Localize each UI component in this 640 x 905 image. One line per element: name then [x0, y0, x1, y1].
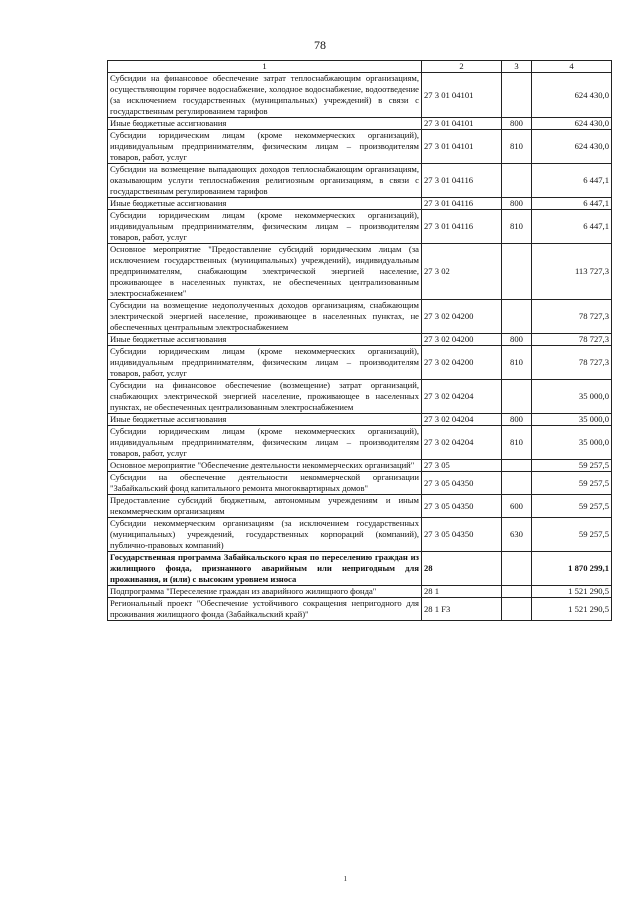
row-vr-cell	[502, 380, 532, 414]
table-row	[108, 73, 612, 118]
row-amount-cell: 6 447,1	[532, 210, 612, 244]
row-vr-cell: 800	[502, 118, 532, 130]
row-code-cell: 28	[422, 552, 502, 586]
page-number: 78	[314, 38, 326, 52]
row-amount-cell: 1 521 290,5	[532, 598, 612, 621]
row-code-cell: 27 3 01 04101	[422, 73, 502, 118]
row-vr-cell	[502, 552, 532, 586]
row-name-cell: Субсидии на финансовое обеспечение (возмещение) затрат организаций, снабжающих электрической энергией население, проживающее в населенных пунктах, не обеспеченных централизованным электроснабжением	[108, 380, 422, 414]
table-row	[108, 118, 612, 130]
table-row	[108, 460, 612, 472]
header-col-name: 1	[108, 61, 422, 73]
row-code-cell: 28 1	[422, 586, 502, 598]
row-vr-cell: 800	[502, 198, 532, 210]
row-amount-cell: 35 000,0	[532, 380, 612, 414]
row-name-cell: Основное мероприятие "Обеспечение деятельности некоммерческих организаций"	[108, 460, 422, 472]
row-amount-cell: 78 727,3	[532, 346, 612, 380]
row-amount-cell: 59 257,5	[532, 460, 612, 472]
row-code-cell: 27 3 02	[422, 244, 502, 300]
row-code-cell: 27 3 05	[422, 460, 502, 472]
row-vr-cell: 800	[502, 334, 532, 346]
table-row	[108, 198, 612, 210]
budget-table	[107, 60, 612, 621]
row-code-cell: 27 3 02 04204	[422, 380, 502, 414]
row-name-cell: Субсидии на возмещение недополученных доходов организациям, снабжающим электрической энергией население, проживающее в населенных пунктах, не обеспеченных центральным электроснабжением	[108, 300, 422, 334]
table-body	[108, 73, 612, 621]
row-amount-cell: 624 430,0	[532, 118, 612, 130]
row-amount-cell: 35 000,0	[532, 414, 612, 426]
row-name-cell: Иные бюджетные ассигнования	[108, 198, 422, 210]
row-code-cell: 27 3 01 04101	[422, 118, 502, 130]
row-name-cell: Субсидии на возмещение выпадающих доходов теплоснабжающим организациям, оказывающим услуги теплоснабжения религиозным организациям, в связи с государственным регулированием тарифов	[108, 164, 422, 198]
row-amount-cell: 6 447,1	[532, 164, 612, 198]
table-row	[108, 210, 612, 244]
row-vr-cell: 600	[502, 495, 532, 518]
row-amount-cell: 113 727,3	[532, 244, 612, 300]
row-name-cell: Иные бюджетные ассигнования	[108, 334, 422, 346]
row-code-cell: 27 3 02 04204	[422, 414, 502, 426]
row-name-cell: Субсидии юридическим лицам (кроме некоммерческих организаций), индивидуальным предпринимателям, физическим лицам – производителям товаров, работ, услуг	[108, 130, 422, 164]
row-amount-cell: 624 430,0	[532, 130, 612, 164]
row-amount-cell: 1 521 290,5	[532, 586, 612, 598]
table-row	[108, 495, 612, 518]
row-code-cell: 28 1 F3	[422, 598, 502, 621]
row-name-cell: Иные бюджетные ассигнования	[108, 414, 422, 426]
row-vr-cell: 800	[502, 414, 532, 426]
row-name-cell: Субсидии юридическим лицам (кроме некоммерческих организаций), индивидуальным предпринимателям, физическим лицам – производителям товаров, работ, услуг	[108, 346, 422, 380]
row-name-cell: Подпрограмма "Переселение граждан из аварийного жилищного фонда"	[108, 586, 422, 598]
row-amount-cell: 35 000,0	[532, 426, 612, 460]
footer-mark: ı	[344, 873, 347, 884]
row-code-cell: 27 3 02 04204	[422, 426, 502, 460]
row-name-cell: Основное мероприятие "Предоставление субсидий юридическим лицам (за исключением государственных (муниципальных) учреждений), индивидуальным предпринимателям, снабжающим электрической энергией население, проживающее в населенных пунктах, не обеспеченных централизованным электроснабжением"	[108, 244, 422, 300]
row-vr-cell	[502, 300, 532, 334]
row-vr-cell: 810	[502, 426, 532, 460]
row-code-cell: 27 3 01 04116	[422, 198, 502, 210]
header-col-code: 2	[422, 61, 502, 73]
row-name-cell: Субсидии на финансовое обеспечение затрат теплоснабжающим организациям, осуществляющим горячее водоснабжение, холодное водоснабжение, водоотведение (за исключением государственных (муниципальных) учреждений) в связи с государственным регулированием тарифов	[108, 73, 422, 118]
row-vr-cell	[502, 586, 532, 598]
table-row	[108, 552, 612, 586]
row-code-cell: 27 3 05 04350	[422, 495, 502, 518]
row-name-cell: Субсидии некоммерческим организациям (за исключением государственных (муниципальных) учреждений, государственных корпораций (компаний), публично-правовых компаний)	[108, 518, 422, 552]
row-vr-cell	[502, 472, 532, 495]
table-row	[108, 414, 612, 426]
row-vr-cell: 810	[502, 346, 532, 380]
row-vr-cell: 630	[502, 518, 532, 552]
row-name-cell: Государственная программа Забайкальского края по переселению граждан из жилищного фонда, признанного аварийным или непригодным для проживания, и (или) с высоким уровнем износа	[108, 552, 422, 586]
row-amount-cell: 59 257,5	[532, 472, 612, 495]
row-vr-cell	[502, 598, 532, 621]
row-vr-cell: 810	[502, 130, 532, 164]
row-amount-cell: 6 447,1	[532, 198, 612, 210]
table-row	[108, 244, 612, 300]
row-name-cell: Предоставление субсидий бюджетным, автономным учреждениям и иным некоммерческим организациям	[108, 495, 422, 518]
table-row	[108, 300, 612, 334]
row-amount-cell: 59 257,5	[532, 495, 612, 518]
table-row	[108, 380, 612, 414]
table-row	[108, 426, 612, 460]
row-code-cell: 27 3 02 04200	[422, 300, 502, 334]
row-amount-cell: 1 870 299,1	[532, 552, 612, 586]
row-amount-cell: 624 430,0	[532, 73, 612, 118]
row-vr-cell	[502, 460, 532, 472]
row-code-cell: 27 3 01 04116	[422, 164, 502, 198]
row-vr-cell	[502, 73, 532, 118]
row-vr-cell	[502, 164, 532, 198]
header-col-amount: 4	[532, 61, 612, 73]
row-vr-cell: 810	[502, 210, 532, 244]
row-name-cell: Субсидии юридическим лицам (кроме некоммерческих организаций), индивидуальным предпринимателям, физическим лицам – производителям товаров, работ, услуг	[108, 426, 422, 460]
row-name-cell: Субсидии юридическим лицам (кроме некоммерческих организаций), индивидуальным предпринимателям, физическим лицам – производителям товаров, работ, услуг	[108, 210, 422, 244]
row-vr-cell	[502, 244, 532, 300]
table-row	[108, 586, 612, 598]
table-row	[108, 164, 612, 198]
row-name-cell: Региональный проект "Обеспечение устойчивого сокращения непригодного для проживания жилищного фонда (Забайкальский край)"	[108, 598, 422, 621]
row-code-cell: 27 3 02 04200	[422, 346, 502, 380]
row-code-cell: 27 3 05 04350	[422, 518, 502, 552]
table-row	[108, 472, 612, 495]
row-amount-cell: 78 727,3	[532, 300, 612, 334]
row-amount-cell: 59 257,5	[532, 518, 612, 552]
table-row	[108, 598, 612, 621]
row-code-cell: 27 3 01 04101	[422, 130, 502, 164]
table-row	[108, 334, 612, 346]
row-name-cell: Субсидии на обеспечение деятельности некоммерческой организации "Забайкальский фонд капитального ремонта многоквартирных домов"	[108, 472, 422, 495]
row-code-cell: 27 3 02 04200	[422, 334, 502, 346]
table-header-row	[108, 61, 612, 73]
table-row	[108, 130, 612, 164]
row-amount-cell: 78 727,3	[532, 334, 612, 346]
row-code-cell: 27 3 05 04350	[422, 472, 502, 495]
row-code-cell: 27 3 01 04116	[422, 210, 502, 244]
row-name-cell: Иные бюджетные ассигнования	[108, 118, 422, 130]
header-col-vr: 3	[502, 61, 532, 73]
table-row	[108, 518, 612, 552]
table-row	[108, 346, 612, 380]
